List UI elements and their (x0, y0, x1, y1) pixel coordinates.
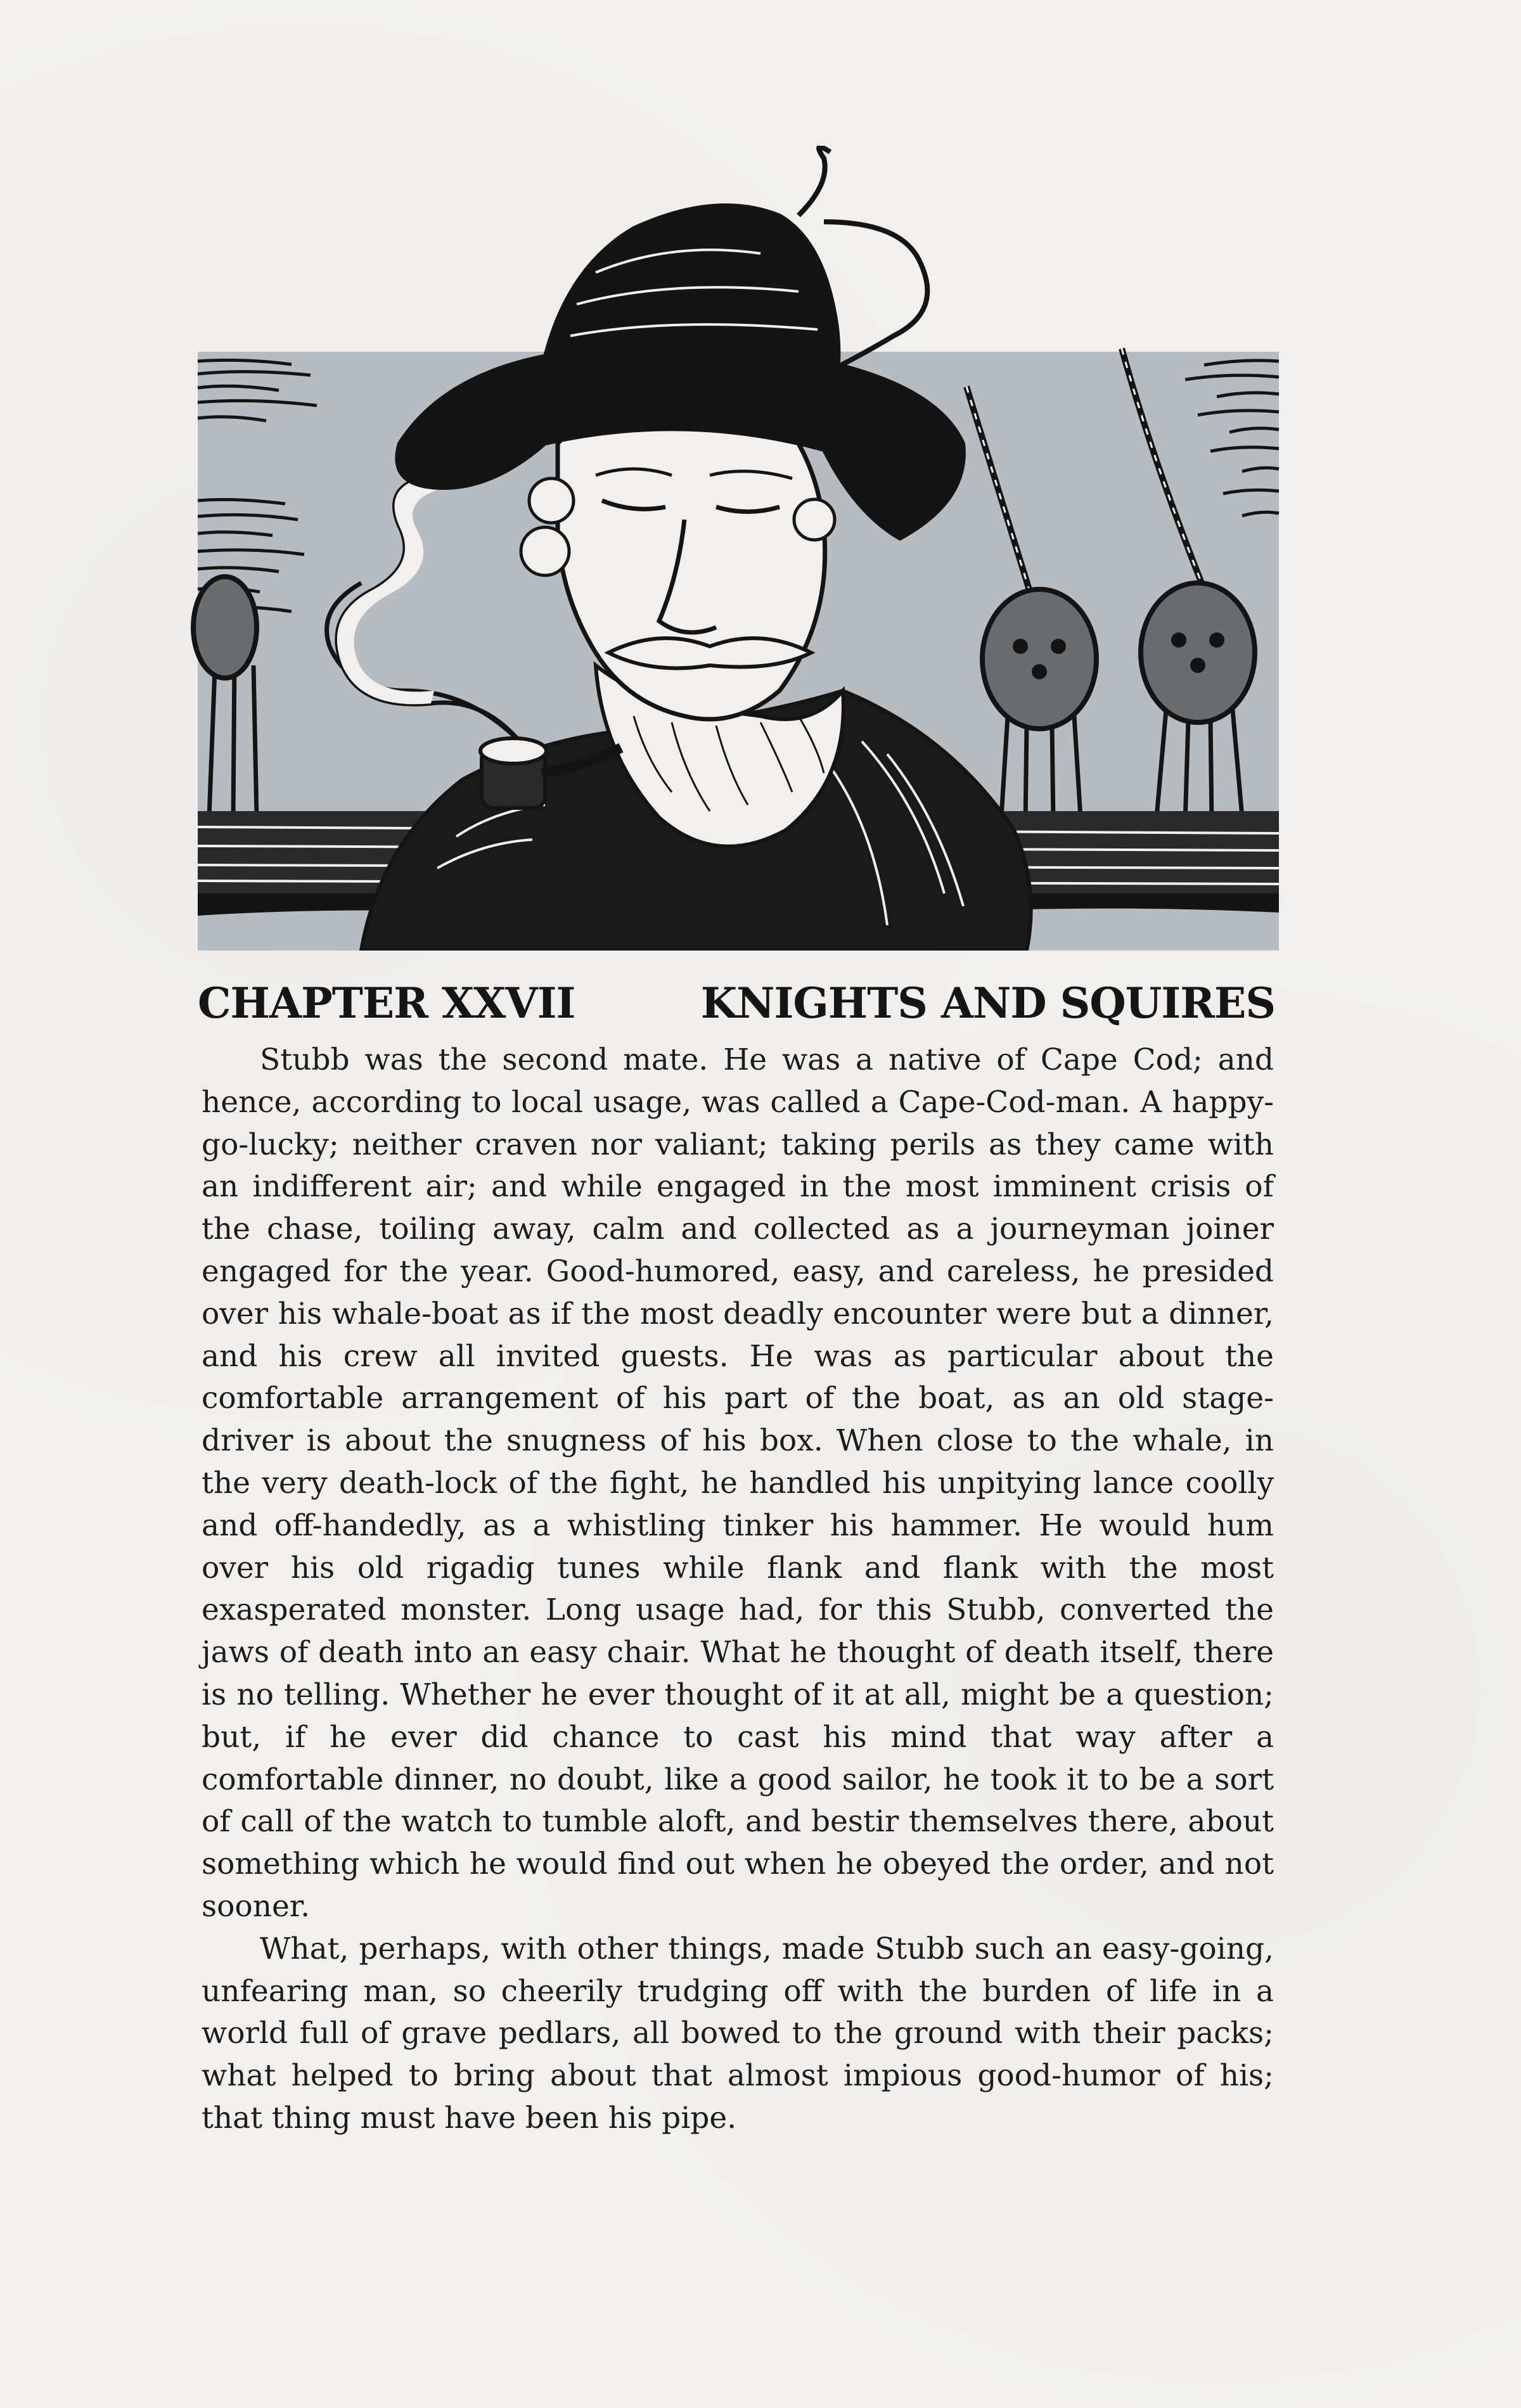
chapter-number: CHAPTER XXVII (198, 978, 575, 1028)
chapter-heading (198, 968, 1275, 1038)
chapter-body (202, 1039, 1274, 2140)
chapter-illustration (190, 146, 1287, 951)
pulley-block-right (1141, 583, 1255, 722)
paragraph-1: Stubb was the second mate. He was a native of Cape Cod; and hence, according to local usage, was called a Cape-Cod-man. A happy-go-lucky; neither craven nor valiant; taking perils as they came with an indifferent air; and while engaged in the most imminent crisis of the chase, toiling away, calm and collected as a journeyman joiner engaged for the year. Good-humored, easy, and careless, he presided over his whale-boat as if the most deadly encounter were but a dinner, and his crew all invited guests. He was as particular about the comfortable arrangement of his part of the boat, as an old stage-driver is about the snugness of his box. When close to the whale, in the very death-lock of the fight, he handled his unpitying lance coolly and off-handedly, as a whistling tinker his hammer. He would hum over his old rigadig tunes while flank and flank with the most exasperated monster. Long usage had, for this Stubb, converted the jaws of death into an easy chair. What he thought of death itself, there is no telling. Whether he ever thought of it at all, might be a question; but, if he ever did chance to cast his mind that way after a comfortable dinner, no doubt, like a good sailor, he took it to be a sort of call of the watch to tumble aloft, and bestir themselves there, about something which he would find out when he obeyed the order, and not sooner. (202, 1042, 1274, 1924)
paragraph-2: What, perhaps, with other things, made Stubb such an easy-going, unfearing man, so cheerily trudging off with the burden of life in a world full of grave pedlars, all bowed to the ground with their packs; what helped to bring about that almost impious good-humor of his; that thing must have been his pipe. (202, 1931, 1274, 2136)
pulley-block-left (982, 589, 1096, 729)
chapter-title: KNIGHTS AND SQUIRES (700, 978, 1275, 1028)
